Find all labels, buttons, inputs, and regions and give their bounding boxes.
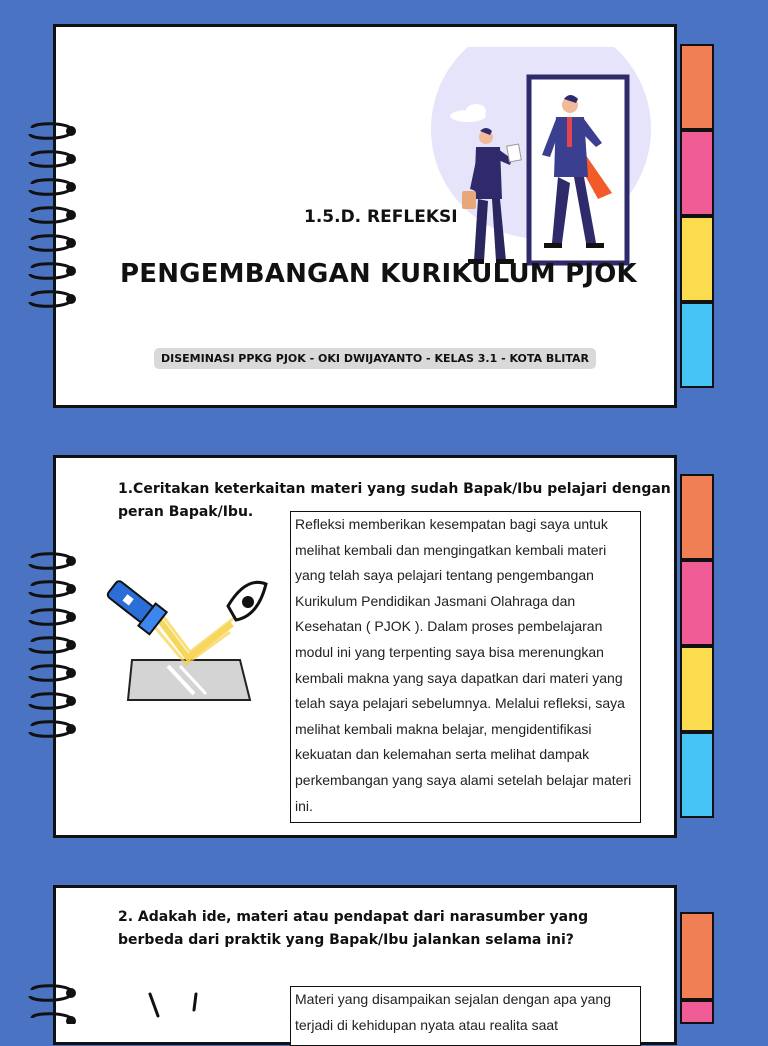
- tab-pink[interactable]: [680, 1000, 714, 1024]
- title-card: [53, 24, 677, 408]
- answer-box-2: Materi yang disampaikan sejalan dengan apa yang terjadi di kehidupan nyata atau realita saat: [290, 986, 641, 1046]
- tab-orange[interactable]: [680, 474, 714, 560]
- page-title: PENGEMBANGAN KURIKULUM PJOK: [120, 259, 637, 289]
- businessman-mirror-superhero-icon: [426, 47, 666, 267]
- tab-blue[interactable]: [680, 732, 714, 818]
- question-card-1: [53, 455, 677, 838]
- spiral-binding-3: [24, 982, 78, 1024]
- question-card-2: [53, 885, 677, 1045]
- section-subtitle: 1.5.D. REFLEKSI: [304, 207, 458, 227]
- info-pill: DISEMINASI PPKG PJOK - OKI DWIJAYANTO - KELAS 3.1 - KOTA BLITAR: [154, 348, 596, 369]
- tab-pink[interactable]: [680, 560, 714, 646]
- question-1: 1.Ceritakan keterkaitan materi yang sudah Bapak/Ibu pelajari dengan peran Bapak/Ibu.: [118, 481, 671, 520]
- question-2: 2. Adakah ide, materi atau pendapat dari narasumber yang berbeda dari praktik yang Bapak/Ibu jalankan selama ini?: [118, 909, 589, 948]
- answer-box-1: Refleksi memberikan kesempatan bagi saya untuk melihat kembali dan mengingatkan kembali materi yang telah saya pelajari tentang pengembangan Kurikulum Pendidikan Jasmani Olahraga dan Kesehatan ( PJOK ). Dalam proses pembelajaran modul ini yang terpenting saya bisa merenungkan kembali makna yang saya dapatkan dari materi yang telah saya pelajari sebelumnya. Melalui refleksi, saya melihat kembali makna belajar, mengidentifikasi kekuatan dan kelemahan serta melihat dampak perkembangan yang saya alami setelah belajar materi ini.: [290, 511, 641, 823]
- tab-blue[interactable]: [680, 302, 714, 388]
- lightbulb-idea-icon: [144, 992, 204, 1032]
- tab-orange[interactable]: [680, 44, 714, 130]
- tab-orange[interactable]: [680, 912, 714, 1000]
- tab-yellow[interactable]: [680, 646, 714, 732]
- tab-pink[interactable]: [680, 130, 714, 216]
- tab-yellow[interactable]: [680, 216, 714, 302]
- flashlight-reflection-eye-icon: [106, 576, 276, 706]
